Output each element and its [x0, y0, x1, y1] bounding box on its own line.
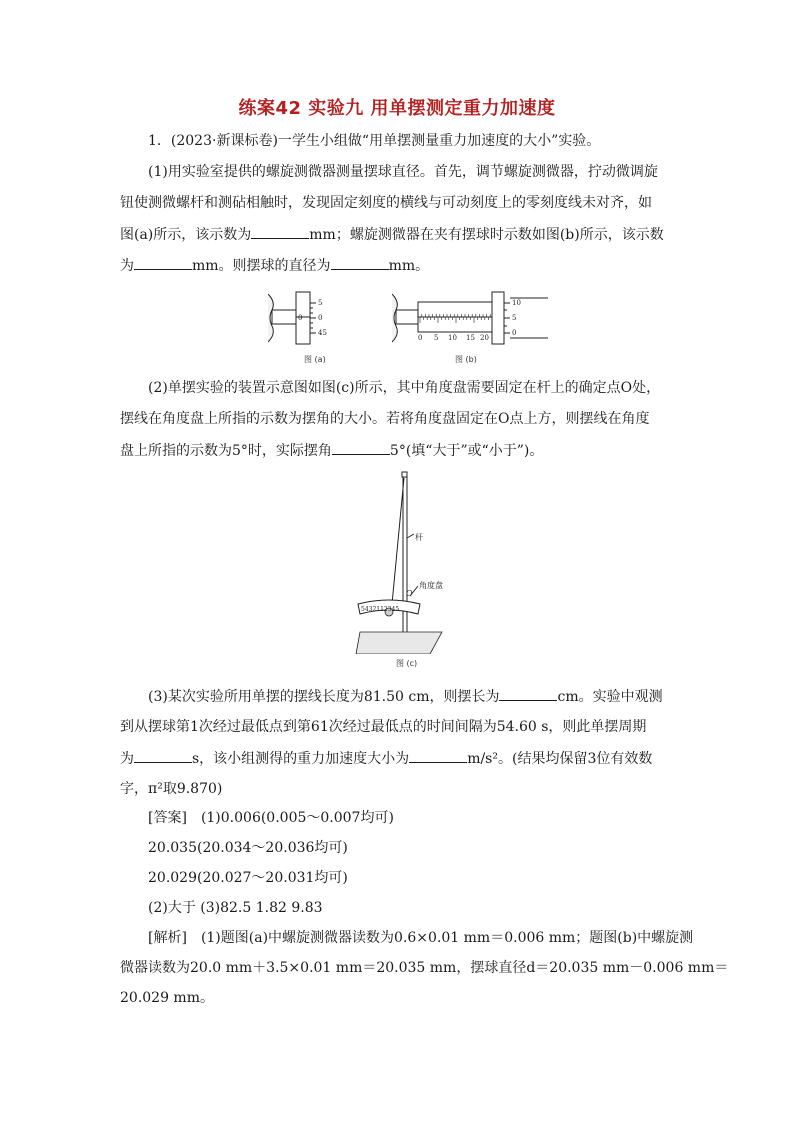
fig-a-tick-1: 5 — [318, 299, 323, 307]
part1-line4-a: 为 — [120, 258, 134, 274]
angle-disk-label: 角度盘 — [419, 581, 443, 590]
fig-b-scale-10: 10 — [448, 334, 457, 342]
fig-a-zero: 0 — [298, 314, 303, 322]
answer-blank-2[interactable] — [134, 255, 192, 270]
answer-blank-7[interactable] — [409, 748, 467, 763]
part1-line4-c: mm。 — [388, 258, 430, 274]
fig-b-scale-0: 0 — [418, 334, 423, 342]
point-o-label: O — [406, 589, 413, 598]
part3-line3-a: 为 — [120, 751, 134, 767]
fig-b-tick-3: 0 — [512, 329, 517, 337]
part1-line1: (1)用实验室提供的螺旋测微器测量摆球直径。首先，调节螺旋测微器，拧动微调旋 — [148, 164, 658, 180]
fig-c-caption: 图 (c) — [396, 659, 418, 668]
fig-b-scale-20: 20 — [480, 334, 489, 342]
answer-blank-6[interactable] — [134, 748, 192, 763]
part1-line2: 钮使测微螺杆和测砧相触时，发现固定刻度的横线与可动刻度上的零刻度线未对齐，如 — [120, 195, 652, 211]
part1-line3-a: 图(a)所示，该示数为 — [120, 227, 252, 243]
answer-line-1 — [148, 808, 394, 828]
analysis-line-3: 20.029 mm。 — [120, 990, 214, 1006]
part1-line4-b: mm。则摆球的直径为 — [192, 258, 331, 274]
answer-blank-5[interactable] — [499, 686, 557, 701]
part3-line4: 字，π²取9.870) — [120, 781, 223, 797]
part3-line3-b: s，该小组测得的重力加速度大小为 — [192, 751, 410, 767]
fig-b-tick-1: 10 — [512, 299, 521, 307]
part1-line3-b: mm；螺旋测微器在夹有摆球时示数如图(b)所示，该示数 — [309, 227, 664, 243]
question-intro: 1．(2023·新课标卷)一学生小组做“用单摆测量重力加速度的大小”实验。 — [148, 133, 601, 149]
answer-blank-4[interactable] — [332, 440, 390, 455]
part3-line1 — [148, 686, 663, 707]
analysis-line-1 — [148, 928, 693, 948]
part2-line3-a: 盘上所指的示数为5°时，实际摆角 — [120, 443, 332, 459]
rod-label: 杆 — [415, 533, 423, 542]
answer-blank-3[interactable] — [331, 255, 389, 270]
part3-line3-c: m/s²。(结果均保留3位有效数 — [467, 751, 653, 767]
part2-line3-b: 5°(填“大于”或“小于”)。 — [389, 443, 544, 459]
analysis-line-2: 微器读数为20.0 mm＋3.5×0.01 mm＝20.035 mm，摆球直径d＝20.035 mm－0.006 mm＝ — [120, 960, 729, 976]
part2-line3 — [120, 440, 543, 461]
fig-b-scale-5: 5 — [434, 334, 439, 342]
fig-a-tick-3: 45 — [318, 329, 327, 337]
pendulum-figure-c — [354, 468, 454, 654]
page-title: 练案42 实验九 用单摆测定重力加速度 — [238, 98, 556, 119]
part3-line1-b: cm。实验中观测 — [557, 689, 663, 705]
fig-a-caption: 图 (a) — [304, 355, 326, 364]
answer-line-2: 20.035(20.034～20.036均可) — [148, 840, 348, 856]
fig-a-tick-2: 0 — [318, 314, 323, 322]
micrometer-figure-b — [392, 288, 548, 350]
part3-line2: 到从摆球第1次经过最低点到第61次经过最低点的时间间隔为54.60 s，则此单摆周期 — [120, 719, 647, 735]
analysis-tag: [解析] — [148, 930, 187, 946]
part3-line1-a: (3)某次实验所用单摆的摆线长度为81.50 cm，则摆长为 — [148, 689, 500, 705]
part1-line4 — [120, 255, 429, 276]
analysis-part1: (1)题图(a)中螺旋测微器读数为0.6×0.01 mm＝0.006 mm；题图(b)中螺旋测 — [200, 930, 694, 946]
answer-line-4: (2)大于 (3)82.5 1.82 9.83 — [148, 900, 323, 916]
answer-part1: (1)0.006(0.005～0.007均可) — [200, 810, 394, 826]
answer-blank-1[interactable] — [251, 224, 309, 239]
fig-b-tick-2: 5 — [512, 314, 517, 322]
part1-line3 — [120, 224, 664, 245]
answer-line-3: 20.029(20.027～20.031均可) — [148, 870, 348, 886]
part3-line3 — [120, 748, 652, 769]
fig-b-caption: 图 (b) — [455, 355, 477, 364]
answer-tag: [答案] — [148, 810, 187, 826]
part2-line2: 摆线在角度盘上所指的示数为摆角的大小。若将角度盘固定在O点上方，则摆线在角度 — [120, 411, 650, 427]
micrometer-figure-a — [268, 288, 378, 350]
part2-line1: (2)单摆实验的装置示意图如图(c)所示，其中角度盘需要固定在杆上的确定点O处， — [148, 380, 661, 396]
angle-disk-scale: 5432112345 — [361, 606, 400, 613]
fig-b-scale-15: 15 — [466, 334, 475, 342]
